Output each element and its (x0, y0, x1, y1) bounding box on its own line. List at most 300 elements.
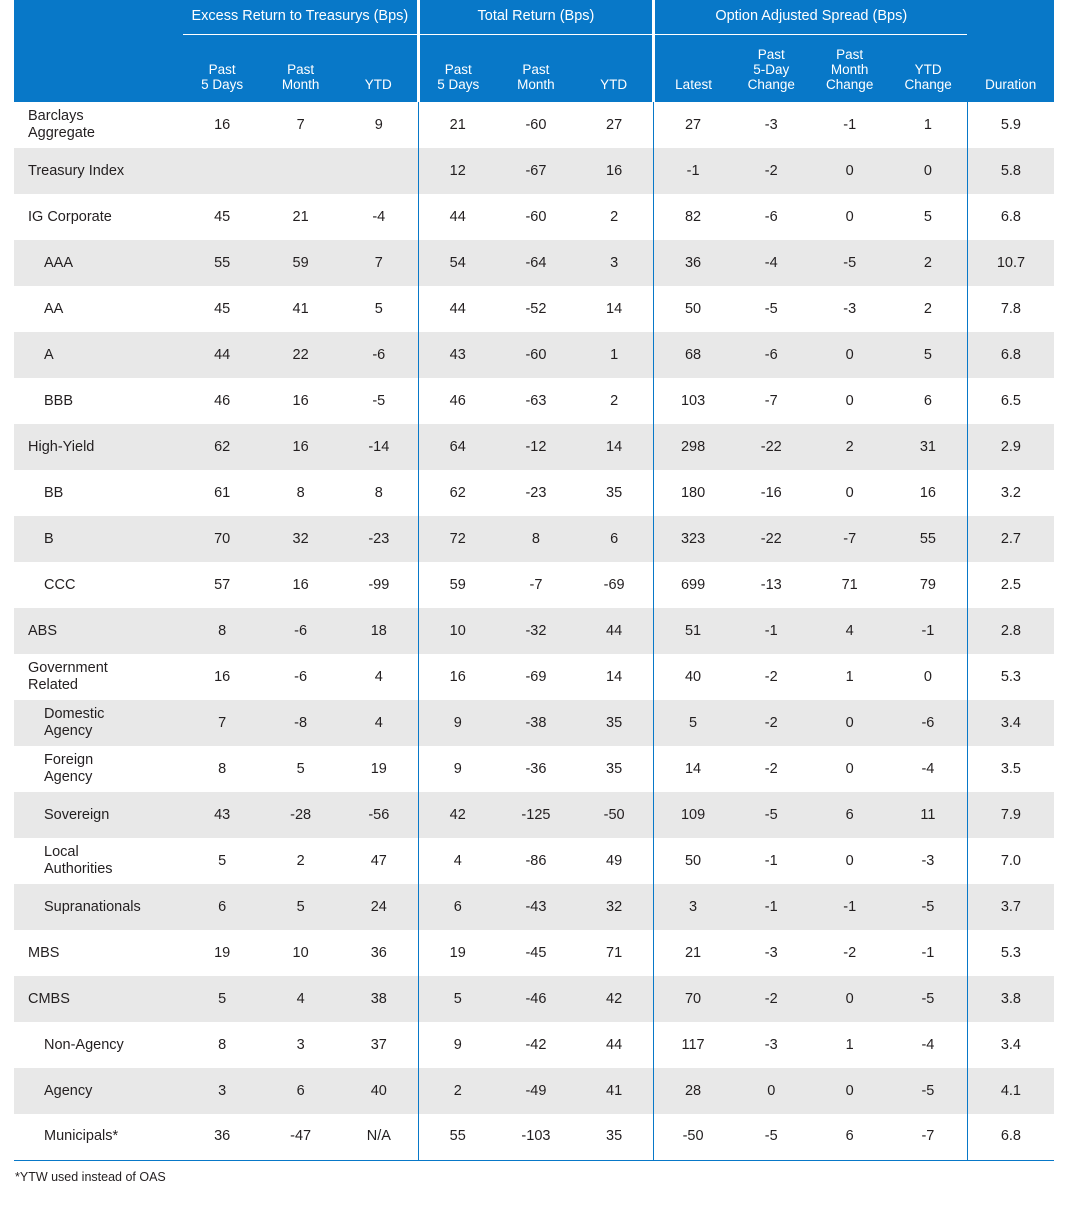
cell: -5 (764, 300, 778, 317)
cell: 57 (214, 576, 231, 593)
cell: 0 (845, 346, 854, 363)
cell: 21 (418, 102, 496, 148)
row-label (14, 746, 183, 792)
cell: 44 (214, 346, 231, 363)
table-row (14, 884, 1054, 930)
cell: -4 (372, 208, 386, 225)
cell: 64 (418, 424, 496, 470)
cell: 43 (214, 806, 231, 823)
cell: 5.3 (967, 930, 1054, 976)
cell: -1 (764, 898, 778, 915)
header-line: YTD (600, 76, 628, 92)
row-label (14, 1068, 183, 1114)
header-group-duration-blank (967, 0, 1054, 34)
cell: -7 (529, 576, 543, 593)
cell: 68 (654, 332, 732, 378)
cell: 40 (654, 654, 732, 700)
cell: -6 (294, 622, 308, 639)
cell: 16 (292, 392, 309, 409)
cell: 79 (919, 576, 936, 593)
cell: -38 (525, 714, 547, 731)
cell: 7.9 (967, 792, 1054, 838)
cell: 70 (654, 976, 732, 1022)
header-line: Past (757, 46, 785, 62)
cell: 2 (418, 1068, 496, 1114)
cell: -5 (764, 806, 778, 823)
cell: 0 (845, 1082, 854, 1099)
cell: -67 (525, 162, 547, 179)
cell: -3 (764, 944, 778, 961)
row-label-text (44, 393, 174, 410)
cell: 44 (606, 1036, 623, 1053)
cell: -5 (764, 1128, 778, 1145)
row-label-line: Related (28, 677, 78, 693)
row-label (14, 332, 183, 378)
row-label-line: Authorities (44, 861, 113, 877)
cell: 54 (418, 240, 496, 286)
cell: 8 (374, 484, 383, 501)
row-label-line: Foreign (44, 752, 94, 769)
cell: 298 (654, 424, 732, 470)
table-row (14, 700, 1054, 746)
cell: -6 (921, 714, 935, 731)
cell: 2 (610, 208, 619, 225)
cell: -6 (764, 208, 778, 225)
cell: -4 (921, 1036, 935, 1053)
cell: 44 (418, 194, 496, 240)
cell: 50 (654, 838, 732, 884)
cell: 36 (370, 944, 387, 961)
cell: 5 (923, 346, 932, 363)
cell: 2 (923, 254, 932, 271)
row-label-text (44, 485, 174, 502)
cell: 18 (370, 622, 387, 639)
cell: 7.0 (967, 838, 1054, 884)
cell: 3 (610, 254, 619, 271)
cell: 27 (654, 102, 732, 148)
cell: -60 (525, 116, 547, 133)
cell: 21 (292, 208, 309, 225)
cell: 0 (767, 1082, 776, 1099)
cell: 46 (214, 392, 231, 409)
cell: 2.8 (967, 608, 1054, 654)
cell: -6 (764, 346, 778, 363)
header-sub-total-past5days (418, 34, 496, 102)
cell: 8 (218, 760, 227, 777)
row-label-text (44, 577, 174, 594)
cell: 5 (218, 852, 227, 869)
row-label-text (44, 899, 174, 916)
row-label (14, 608, 183, 654)
cell: -2 (764, 760, 778, 777)
cell: 45 (214, 300, 231, 317)
row-label-line: Aggregate (28, 125, 95, 141)
cell: -46 (525, 990, 547, 1007)
cell: 45 (214, 208, 231, 225)
header-sub-excess-pastmonth (261, 34, 339, 102)
cell: -12 (525, 438, 547, 455)
cell: 4 (374, 668, 383, 685)
row-label-line: Supranationals (44, 898, 141, 915)
cell: 109 (654, 792, 732, 838)
cell: 6.8 (967, 194, 1054, 240)
header-sub-duration (967, 34, 1054, 102)
cell: 9 (418, 746, 496, 792)
header-group-oas: Option Adjusted Spread (Bps) (654, 0, 968, 34)
cell: -1 (764, 852, 778, 869)
footnote: *YTW used instead of OAS (14, 1160, 1054, 1185)
cell: 1 (610, 346, 619, 363)
cell: 3.4 (967, 700, 1054, 746)
cell: 0 (845, 714, 854, 731)
cell: -2 (764, 668, 778, 685)
table-row (14, 608, 1054, 654)
cell: -47 (290, 1128, 312, 1145)
row-label (14, 424, 183, 470)
table-row (14, 148, 1054, 194)
table-row (14, 976, 1054, 1022)
cell: 36 (214, 1128, 231, 1145)
header-line: Past (287, 61, 315, 77)
row-label-text (28, 439, 158, 456)
cell: -103 (521, 1128, 551, 1145)
cell: 16 (214, 668, 231, 685)
header-group-total-return: Total Return (Bps) (418, 0, 653, 34)
cell: 14 (654, 746, 732, 792)
cell: -3 (764, 1036, 778, 1053)
cell: 36 (654, 240, 732, 286)
cell: -64 (525, 254, 547, 271)
cell: 0 (923, 162, 932, 179)
cell: -4 (764, 254, 778, 271)
cell: 42 (418, 792, 496, 838)
header-line: Past (522, 61, 550, 77)
cell: 10 (418, 608, 496, 654)
cell: 70 (214, 530, 231, 547)
table-row (14, 838, 1054, 884)
cell: -4 (921, 760, 935, 777)
cell: -5 (921, 1082, 935, 1099)
cell: -3 (921, 852, 935, 869)
header-sub-excess-ytd (340, 34, 418, 102)
row-label-line: Agency (44, 1082, 93, 1099)
cell: 2 (296, 852, 305, 869)
cell: -69 (525, 668, 547, 685)
table-row (14, 792, 1054, 838)
cell: 16 (214, 116, 231, 133)
cell: 8 (218, 622, 227, 639)
cell: 16 (292, 438, 309, 455)
cell: 35 (606, 760, 623, 777)
row-label-text (44, 1083, 174, 1100)
cell: 8 (296, 484, 305, 501)
header-group-blank (14, 0, 183, 34)
cell: 0 (923, 668, 932, 685)
cell: -125 (521, 806, 551, 823)
cell: 2 (610, 392, 619, 409)
row-label (14, 930, 183, 976)
row-label (14, 562, 183, 608)
row-label-line: Sovereign (44, 806, 110, 823)
cell: -42 (525, 1036, 547, 1053)
cell: 1 (845, 668, 854, 685)
table-row (14, 654, 1054, 700)
cell: -60 (525, 346, 547, 363)
cell: 0 (845, 392, 854, 409)
cell: -2 (764, 714, 778, 731)
cell: 6 (845, 1128, 854, 1145)
row-label-line: Domestic (44, 706, 105, 723)
table-row (14, 516, 1054, 562)
row-label-line: High-Yield (28, 438, 95, 455)
cell: 8 (531, 530, 540, 547)
cell: 61 (214, 484, 231, 501)
cell: 10.7 (967, 240, 1054, 286)
cell: -99 (368, 576, 390, 593)
cell: -86 (525, 852, 547, 869)
cell: 16 (919, 484, 936, 501)
header-line: Past (208, 61, 236, 77)
cell: 46 (418, 378, 496, 424)
cell: 5 (218, 990, 227, 1007)
row-label-line: Government (28, 660, 108, 677)
cell: 5 (296, 898, 305, 915)
cell: 51 (654, 608, 732, 654)
cell: -1 (843, 898, 857, 915)
cell: 6 (418, 884, 496, 930)
cell: 4 (296, 990, 305, 1007)
cell: 7 (218, 714, 227, 731)
cell: 50 (654, 286, 732, 332)
table-footer (14, 1160, 1054, 1185)
table-row (14, 930, 1054, 976)
row-label (14, 470, 183, 516)
cell: 1 (923, 116, 932, 133)
row-label-line: Treasury Index (28, 162, 125, 179)
cell: 3.2 (967, 470, 1054, 516)
cell: -22 (760, 530, 782, 547)
row-label-text (44, 1037, 174, 1054)
cell: 6.8 (967, 1114, 1054, 1160)
cell: -7 (843, 530, 857, 547)
row-label (14, 102, 183, 148)
cell: -32 (525, 622, 547, 639)
cell: 19 (370, 760, 387, 777)
cell: -50 (603, 806, 625, 823)
cell: 323 (654, 516, 732, 562)
cell: 6 (218, 898, 227, 915)
row-label (14, 654, 183, 700)
cell: 44 (418, 286, 496, 332)
row-label (14, 700, 183, 746)
cell: 41 (606, 1082, 623, 1099)
cell: 2 (923, 300, 932, 317)
cell: 72 (418, 516, 496, 562)
cell: 0 (845, 852, 854, 869)
cell: -2 (764, 990, 778, 1007)
cell: 49 (606, 852, 623, 869)
cell: 22 (292, 346, 309, 363)
header-line: Change (747, 76, 795, 92)
cell: 4.1 (967, 1068, 1054, 1114)
cell: 24 (370, 898, 387, 915)
header-sub-row (14, 34, 1054, 102)
row-label-line: Agency (44, 769, 93, 785)
cell (340, 148, 418, 194)
cell: 55 (919, 530, 936, 547)
cell: 5 (296, 760, 305, 777)
cell: -2 (764, 162, 778, 179)
row-label (14, 792, 183, 838)
table-row (14, 378, 1054, 424)
row-label-line: Barclays (28, 108, 84, 125)
cell: 35 (606, 714, 623, 731)
row-label-text (28, 991, 158, 1008)
table-row (14, 746, 1054, 792)
row-label (14, 148, 183, 194)
table-body (14, 102, 1054, 1160)
cell: 1 (845, 1036, 854, 1053)
row-label-text (28, 623, 158, 640)
cell: 3.8 (967, 976, 1054, 1022)
cell: 38 (370, 990, 387, 1007)
row-label-text (28, 163, 158, 180)
cell: -63 (525, 392, 547, 409)
cell: 5.9 (967, 102, 1054, 148)
cell: 71 (606, 944, 623, 961)
cell: 16 (292, 576, 309, 593)
cell: 42 (606, 990, 623, 1007)
cell: -28 (290, 806, 312, 823)
cell: -1 (654, 148, 732, 194)
cell: 5.8 (967, 148, 1054, 194)
cell: 3 (654, 884, 732, 930)
header-sub-oas-latest (654, 34, 732, 102)
row-label-text (28, 945, 158, 962)
cell: -5 (843, 254, 857, 271)
row-label-line: B (44, 530, 54, 547)
cell: -3 (764, 116, 778, 133)
cell: 9 (418, 1022, 496, 1068)
header-sub-total-ytd (575, 34, 653, 102)
row-label-line: CMBS (28, 990, 70, 1007)
cell: 35 (606, 484, 623, 501)
row-label-text (28, 660, 158, 693)
cell: 40 (370, 1082, 387, 1099)
row-label (14, 1114, 183, 1160)
cell: 2 (845, 438, 854, 455)
cell: 14 (606, 438, 623, 455)
header-line: Month (517, 76, 555, 92)
table-row (14, 1114, 1054, 1160)
cell: -5 (921, 990, 935, 1007)
cell: -16 (760, 484, 782, 501)
header-line: Past (444, 61, 472, 77)
cell: 699 (654, 562, 732, 608)
cell: 43 (418, 332, 496, 378)
row-label-line: IG Corporate (28, 208, 112, 225)
cell: -49 (525, 1082, 547, 1099)
header-sub-oas-ytd-change (889, 34, 967, 102)
cell: 180 (654, 470, 732, 516)
row-label-line: BBB (44, 392, 74, 409)
cell: 3 (296, 1036, 305, 1053)
cell: -1 (921, 622, 935, 639)
table-row (14, 102, 1054, 148)
cell: 62 (214, 438, 231, 455)
row-label (14, 884, 183, 930)
table-row (14, 286, 1054, 332)
cell: 6 (923, 392, 932, 409)
header-line: 5-Day (753, 61, 790, 77)
cell: 3.4 (967, 1022, 1054, 1068)
row-label-text (44, 752, 174, 785)
header-line: Duration (985, 76, 1037, 92)
cell: -6 (294, 668, 308, 685)
row-label (14, 516, 183, 562)
cell: 21 (654, 930, 732, 976)
cell: 35 (606, 1128, 623, 1145)
cell: -56 (368, 806, 390, 823)
row-label-line: A (44, 346, 54, 363)
header-line: Latest (675, 76, 712, 92)
cell: 31 (919, 438, 936, 455)
cell: 44 (606, 622, 623, 639)
cell: 0 (845, 990, 854, 1007)
cell: -2 (843, 944, 857, 961)
cell: 27 (606, 116, 623, 133)
table-row (14, 240, 1054, 286)
cell: -7 (921, 1128, 935, 1145)
fixed-income-returns-table (14, 0, 1054, 1185)
cell: 5 (923, 208, 932, 225)
row-label-text (44, 301, 174, 318)
cell: 5 (654, 700, 732, 746)
cell: -43 (525, 898, 547, 915)
cell: 2.7 (967, 516, 1054, 562)
cell: 0 (845, 208, 854, 225)
cell: -50 (654, 1114, 732, 1160)
cell: -3 (843, 300, 857, 317)
cell: 2.9 (967, 424, 1054, 470)
row-label-text (28, 209, 158, 226)
cell: -6 (372, 346, 386, 363)
row-label (14, 838, 183, 884)
row-label (14, 1022, 183, 1068)
row-label-text (44, 255, 174, 272)
cell: 82 (654, 194, 732, 240)
cell: 16 (606, 162, 623, 179)
cell: 3.5 (967, 746, 1054, 792)
header-line: Change (904, 76, 952, 92)
cell: 0 (845, 484, 854, 501)
header-group-row (14, 0, 1054, 34)
header-sub-oas-5day-change (732, 34, 810, 102)
cell: 28 (654, 1068, 732, 1114)
row-label-text (28, 108, 158, 141)
header-line: YTD (914, 61, 942, 77)
cell: 11 (920, 806, 936, 823)
cell: 37 (370, 1036, 387, 1053)
cell: 19 (214, 944, 231, 961)
header-sub-oas-month-change (810, 34, 888, 102)
cell: 62 (418, 470, 496, 516)
cell: 41 (292, 300, 309, 317)
row-label-line: Agency (44, 723, 93, 739)
table-row (14, 332, 1054, 378)
cell: 14 (606, 668, 623, 685)
row-label-line: Non-Agency (44, 1036, 124, 1053)
